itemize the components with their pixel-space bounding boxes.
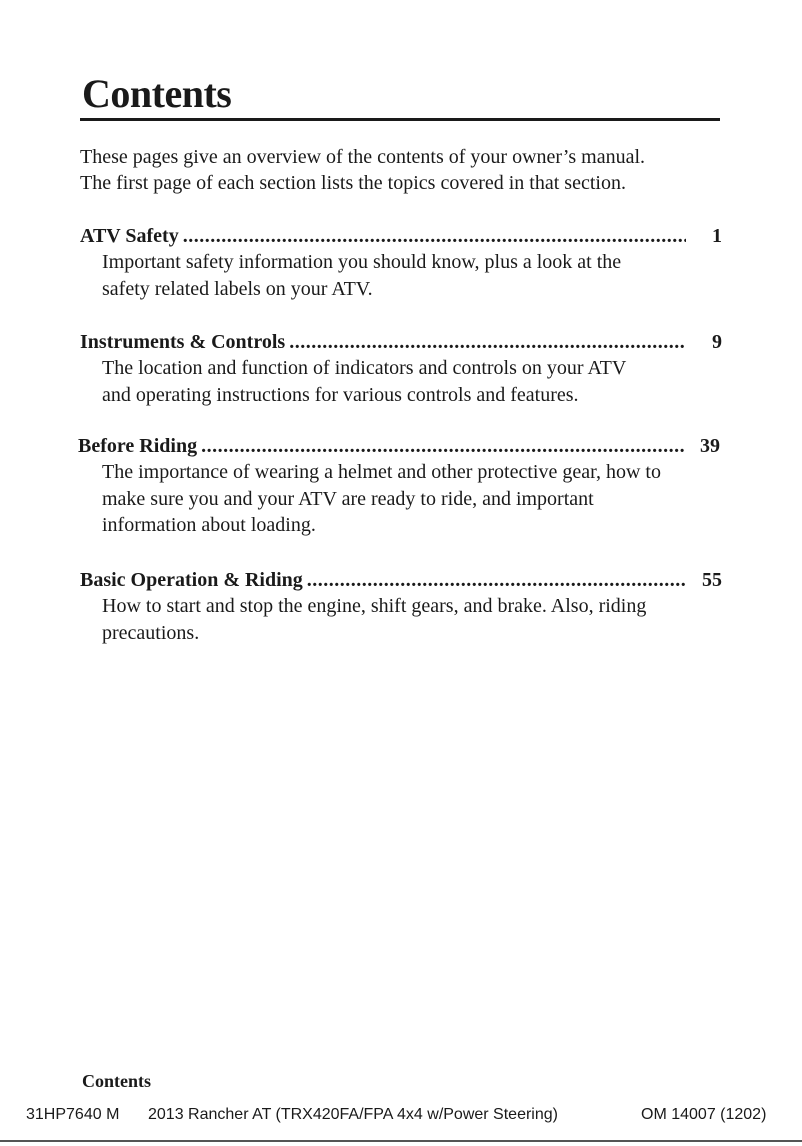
intro-line: The first page of each section lists the topics covered in that section. [80, 172, 626, 194]
toc-entry-heading[interactable] [80, 223, 722, 249]
description-line: The importance of wearing a helmet and other protective gear, how to [102, 461, 661, 483]
toc-entry-page[interactable]: 9 [712, 331, 722, 353]
toc-entry-before-riding[interactable] [78, 433, 720, 539]
description-line: make sure you and your ATV are ready to ride, and important [102, 487, 594, 510]
toc-entry-page[interactable]: 55 [702, 569, 722, 591]
toc-entry-description [102, 355, 722, 408]
toc-entry-description [102, 459, 720, 539]
toc-entry-title[interactable]: Basic Operation & Riding [80, 569, 303, 591]
description-line: The location and function of indicators and controls on your ATV [102, 357, 627, 379]
intro-line: These pages give an overview of the contents of your owner’s manual. [80, 146, 646, 168]
toc-entry-description [102, 593, 722, 646]
dot-leader [289, 329, 686, 355]
toc-entry-heading[interactable] [78, 433, 720, 459]
toc-entry-title[interactable]: Instruments & Controls [80, 331, 286, 353]
footer-part-code: 31HP7640 M [26, 1106, 120, 1123]
dot-leader [183, 223, 686, 249]
dot-leader [307, 567, 686, 593]
footer-metadata [0, 1102, 802, 1128]
toc-entry-title[interactable]: Before Riding [78, 435, 198, 457]
toc-entry-description [102, 249, 722, 302]
footer-model-name: 2013 Rancher AT (TRX420FA/FPA 4x4 w/Power Steering) [148, 1106, 558, 1123]
description-line: information about loading. [102, 514, 316, 536]
footer-section-label: Contents [82, 1071, 152, 1091]
footer-om-number: OM 14007 (1202) [641, 1106, 767, 1123]
page-title: Contents [82, 71, 232, 116]
dot-leader [201, 433, 684, 459]
toc-entry-basic-operation[interactable] [80, 567, 722, 646]
toc-entry-title[interactable]: ATV Safety [80, 225, 179, 247]
toc-entry-heading[interactable] [80, 567, 722, 593]
toc-entry-heading[interactable] [80, 329, 722, 355]
bottom-rule [0, 1140, 802, 1142]
toc-entry-page[interactable]: 1 [712, 225, 722, 247]
description-line: Important safety information you should know, plus a look at the [102, 251, 622, 273]
title-rule [80, 118, 720, 121]
description-line: precautions. [102, 621, 200, 644]
toc-entry-page[interactable]: 39 [700, 435, 720, 457]
toc-entry-atv-safety[interactable] [80, 223, 722, 302]
description-line: How to start and stop the engine, shift gears, and brake. Also, riding [102, 595, 647, 617]
description-line: and operating instructions for various controls and features. [102, 383, 579, 406]
description-line: safety related labels on your ATV. [102, 277, 373, 300]
toc-entry-instruments-controls[interactable] [80, 329, 722, 408]
intro-paragraph [80, 144, 730, 196]
